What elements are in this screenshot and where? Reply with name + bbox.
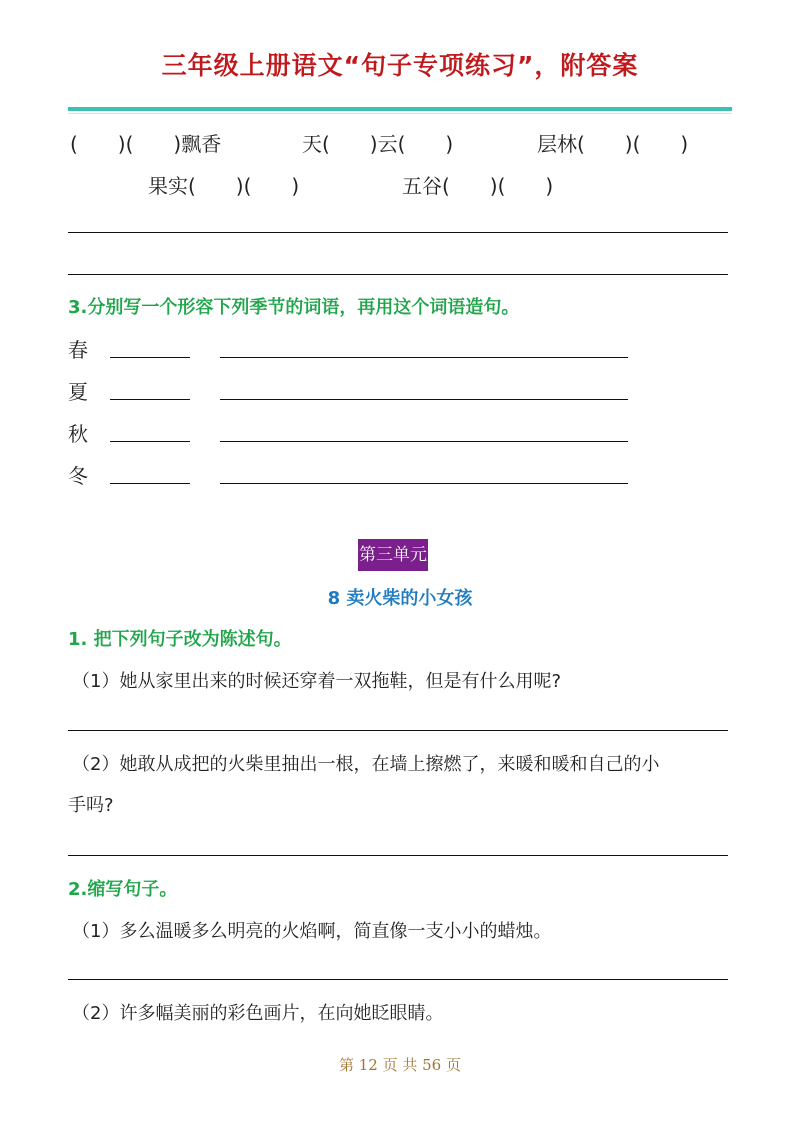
page-title: 三年级上册语文“句子专项练习”，附答案 [161,51,639,80]
answer-line[interactable] [68,274,728,275]
unit-badge: 第三单元 [358,539,428,571]
season-autumn: 秋 [68,422,88,446]
sentence-blank-summer[interactable] [220,399,628,400]
q2-item-1: （1）多么温暖多么明亮的火焰啊，简直像一支小小的蜡烛。 [72,921,552,942]
word-blank-winter[interactable] [110,483,190,484]
q1-item-2-line-2: 手吗? [68,795,114,816]
season-summer: 夏 [68,380,88,404]
page-number: 第 12 页 共 56 页 [338,1056,461,1074]
word-blank-autumn[interactable] [110,441,190,442]
word-blank-summer[interactable] [110,399,190,400]
q2-item-2: （2）许多幅美丽的彩色画片，在向她眨眼睛。 [72,1003,444,1024]
q1-item-1: （1）她从家里出来的时候还穿着一双拖鞋，但是有什么用呢? [72,671,562,692]
answer-line[interactable] [68,730,728,731]
sentence-blank-winter[interactable] [220,483,628,484]
q1-item-2-line-1: （2）她敢从成把的火柴里抽出一根，在墙上擦燃了，来暖和暖和自己的小 [72,754,660,775]
answer-line[interactable] [68,855,728,856]
fill-item-cenglin: 层林( )( ) [537,132,689,156]
season-winter: 冬 [68,464,88,488]
answer-line[interactable] [68,232,728,233]
lesson-title: 8 卖火柴的小女孩 [327,588,473,609]
fill-item-piaoxiang: ( )( )飘香 [70,132,222,156]
title-divider [68,107,732,111]
season-spring: 春 [68,338,88,362]
q1-heading: 1. 把下列句子改为陈述句。 [68,629,292,650]
q2-heading: 2.缩写句子。 [68,879,178,900]
fill-item-wugu: 五谷( )( ) [402,174,554,198]
sentence-blank-autumn[interactable] [220,441,628,442]
sentence-blank-spring[interactable] [220,357,628,358]
title-divider-shadow [68,113,732,114]
fill-item-guoshi: 果实( )( ) [148,174,300,198]
word-blank-spring[interactable] [110,357,190,358]
answer-line[interactable] [68,979,728,980]
section3-heading: 3.分别写一个形容下列季节的词语，再用这个词语造句。 [68,297,520,318]
fill-item-tianyun: 天( )云( ) [302,132,454,156]
